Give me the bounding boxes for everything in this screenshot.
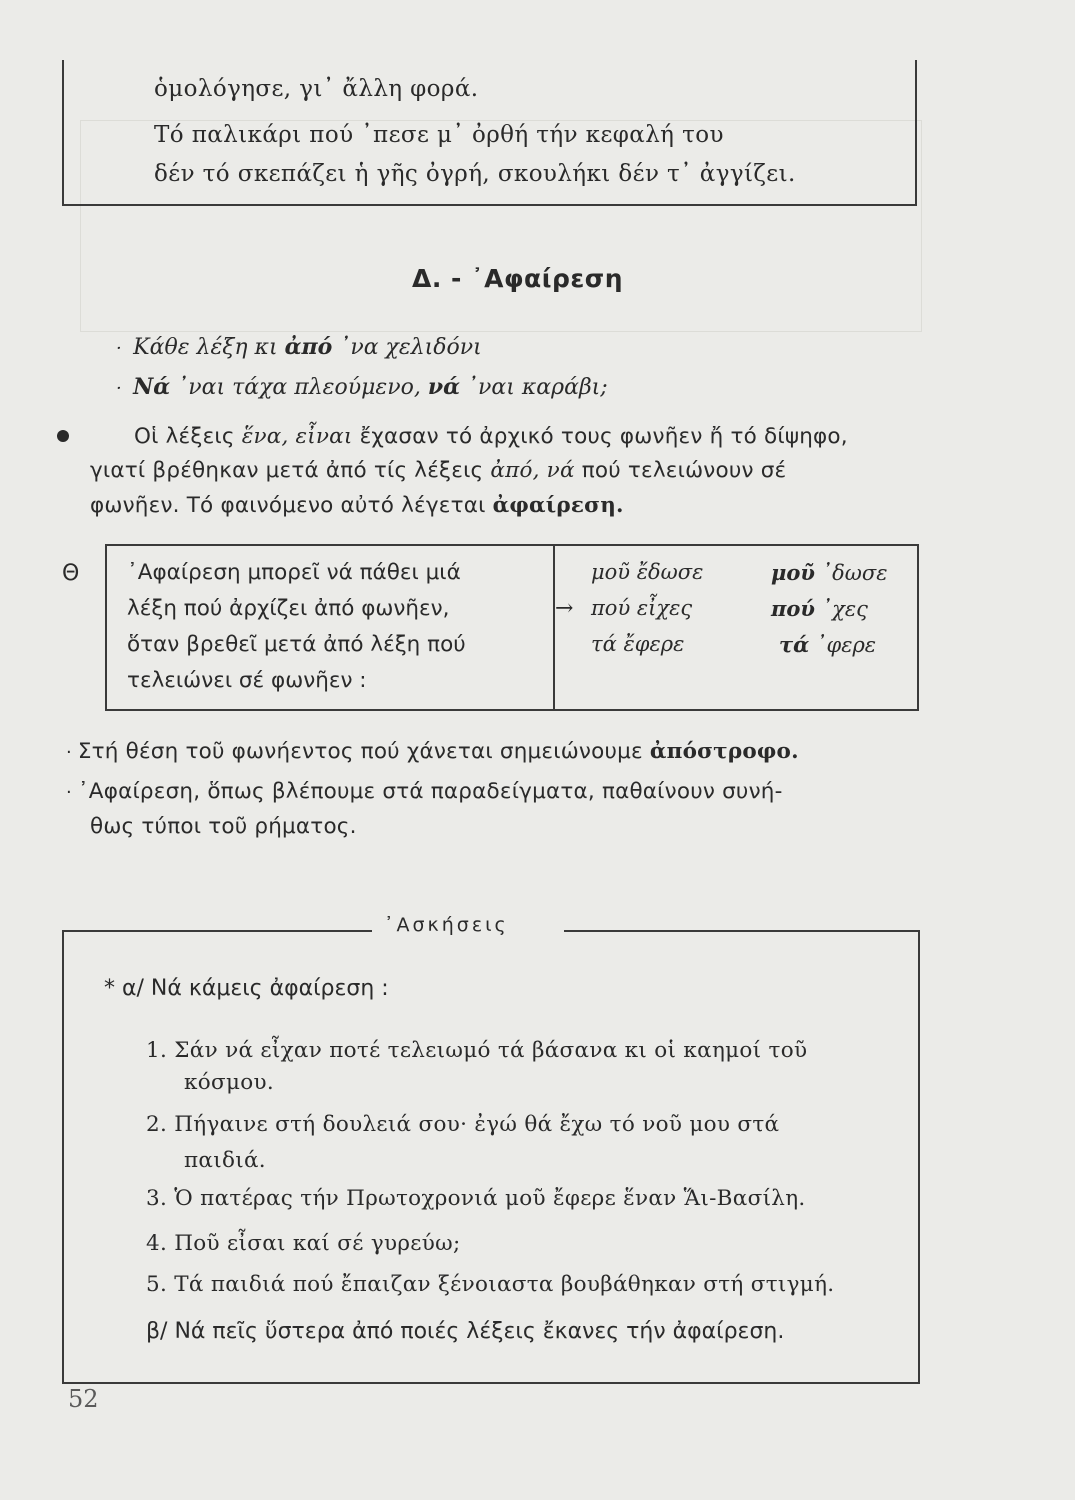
rule-table-divider bbox=[553, 546, 555, 709]
poem-line-3: δέν τό σκεπάζει ἡ γῆς ὀγρή, σκουλήκι δέν τ᾿ ἀγγίζει. bbox=[154, 161, 796, 187]
example-2-text: ᾿ναι τάχα πλεούμενο, bbox=[177, 375, 421, 400]
pair-word-bold: τά bbox=[779, 632, 810, 657]
bullet-dot-icon: · bbox=[116, 338, 134, 359]
task-a-label: α/ Νά κάμεις ἀφαίρεση : bbox=[122, 976, 389, 1001]
bullet-dot-icon: · bbox=[66, 782, 78, 803]
term-aphairesis: ἀφαίρεση. bbox=[492, 493, 624, 518]
explanation-text: γιατί βρέθηκαν μετά ἀπό τίς λέξεις bbox=[90, 458, 484, 483]
example-line-1 bbox=[116, 334, 482, 360]
pair-word: μοῦ bbox=[591, 560, 631, 584]
arrow-right-icon: → bbox=[555, 596, 574, 621]
poem-box bbox=[62, 60, 917, 206]
rule-line-3: ὅταν βρεθεῖ μετά ἀπό λέξη πού bbox=[127, 632, 466, 657]
explanation-text: Οἱ λέξεις bbox=[134, 424, 235, 449]
explanation-line-1 bbox=[134, 424, 848, 449]
filled-bullet-icon bbox=[57, 430, 69, 442]
pair-word: ἔφερε bbox=[623, 632, 685, 656]
page-number: 52 bbox=[68, 1385, 99, 1413]
bullet-dot-icon: · bbox=[116, 378, 134, 399]
example-2-bold-1: Νά bbox=[133, 374, 171, 400]
pair-word-bold: μοῦ bbox=[771, 560, 815, 585]
exercise-item-3: 3. Ὁ πατέρας τήν Πρωτοχρονιά μοῦ ἔφερε ἕναν Ἅι-Βασίλη. bbox=[146, 1186, 806, 1211]
example-line-2 bbox=[116, 374, 608, 400]
rule-line-4: τελειώνει σέ φωνῆεν : bbox=[127, 668, 367, 693]
pair-word: τά bbox=[591, 632, 617, 656]
exercise-item-1-line-1: 1. Σάν νά εἶχαν ποτέ τελειωμό τά βάσανα κι οἱ καημοί τοῦ bbox=[146, 1038, 808, 1063]
task-b: β/ Νά πεῖς ὕστερα ἀπό ποιές λέξεις ἔκανες τήν ἀφαίρεση. bbox=[146, 1319, 785, 1344]
poem-line-2: Τό παλικάρι πού ᾿πεσε μ᾿ ὀρθή τήν κεφαλή του bbox=[154, 122, 724, 148]
note-text: ᾿Αφαίρεση, ὅπως βλέπουμε στά παραδείγματα, παθαίνουν συνή- bbox=[77, 779, 783, 804]
explanation-text: ἔχασαν τό ἀρχικό τους φωνῆεν ἤ τό δίψηφο, bbox=[359, 424, 848, 449]
pair-word-bold: πού bbox=[771, 596, 815, 621]
pair-1-after bbox=[771, 560, 888, 585]
explanation-line-2 bbox=[90, 458, 786, 483]
exercise-item-2-line-2: παιδιά. bbox=[184, 1148, 266, 1173]
star-icon: * bbox=[104, 976, 115, 1001]
exercise-item-2-line-1: 2. Πήγαινε στή δουλειά σου· ἐγώ θά ἔχω τό νοῦ μου στά bbox=[146, 1112, 780, 1137]
pair-3-after bbox=[779, 632, 876, 657]
rule-line-1: ᾿Αφαίρεση μπορεῖ νά πάθει μιά bbox=[127, 560, 461, 585]
rule-line-2: λέξη πού ἀρχίζει ἀπό φωνῆεν, bbox=[127, 596, 450, 621]
pair-word: πού bbox=[591, 596, 631, 620]
explanation-italic: ἀπό, νά bbox=[490, 458, 575, 483]
pair-3-before bbox=[591, 632, 684, 656]
pair-word: ἔδωσε bbox=[636, 560, 704, 584]
pair-word: ᾿φερε bbox=[815, 633, 877, 657]
explanation-text: πού τελειώνουν σέ bbox=[581, 458, 787, 483]
task-a bbox=[104, 976, 389, 1001]
exercise-item-5: 5. Τά παιδιά πού ἔπαιζαν ξένοιαστα βουβάθηκαν στή στιγμή. bbox=[146, 1272, 835, 1297]
explanation-text: φωνῆεν. Τό φαινόμενο αὐτό λέγεται bbox=[90, 493, 486, 518]
note-line-2 bbox=[66, 779, 783, 804]
example-1-text-end: ᾿να χελιδόνι bbox=[339, 335, 482, 360]
exercise-item-4: 4. Ποῦ εἶσαι καί σέ γυρεύω; bbox=[146, 1231, 461, 1256]
example-2-bold-2: νά bbox=[427, 374, 461, 400]
term-apostrophe: ἀπόστροφο. bbox=[649, 739, 799, 764]
example-2-text-end: ᾿ναι καράβι; bbox=[467, 375, 608, 400]
pair-2-before bbox=[591, 596, 692, 620]
section-title: Δ. - ᾿Αφαίρεση bbox=[412, 264, 624, 293]
poem-line-1: ὁμολόγησε, γι᾿ ἄλλη φορά. bbox=[154, 76, 479, 102]
explanation-line-3 bbox=[90, 493, 624, 518]
pair-1-before bbox=[591, 560, 703, 584]
pair-word: ᾿δωσε bbox=[821, 561, 888, 585]
pair-word: ᾿χες bbox=[821, 597, 868, 621]
note-line-3: θως τύποι τοῦ ρήματος. bbox=[90, 814, 357, 839]
pair-word: εἶχες bbox=[636, 596, 693, 620]
note-line-1 bbox=[66, 739, 799, 764]
example-1-text: Κάθε λέξη κι bbox=[133, 335, 278, 360]
explanation-italic: ἕνα, εἶναι bbox=[241, 424, 353, 449]
theta-icon: Θ bbox=[62, 561, 80, 586]
rule-table bbox=[105, 544, 919, 711]
exercises-title: ᾿Ασκήσεις bbox=[384, 914, 509, 936]
exercise-item-1-line-2: κόσμου. bbox=[184, 1070, 274, 1095]
example-1-bold: ἀπό bbox=[284, 334, 333, 360]
bullet-dot-icon: · bbox=[66, 742, 78, 763]
note-text: Στή θέση τοῦ φωνήεντος πού χάνεται σημειώνουμε bbox=[77, 739, 643, 764]
pair-2-after bbox=[771, 596, 868, 621]
